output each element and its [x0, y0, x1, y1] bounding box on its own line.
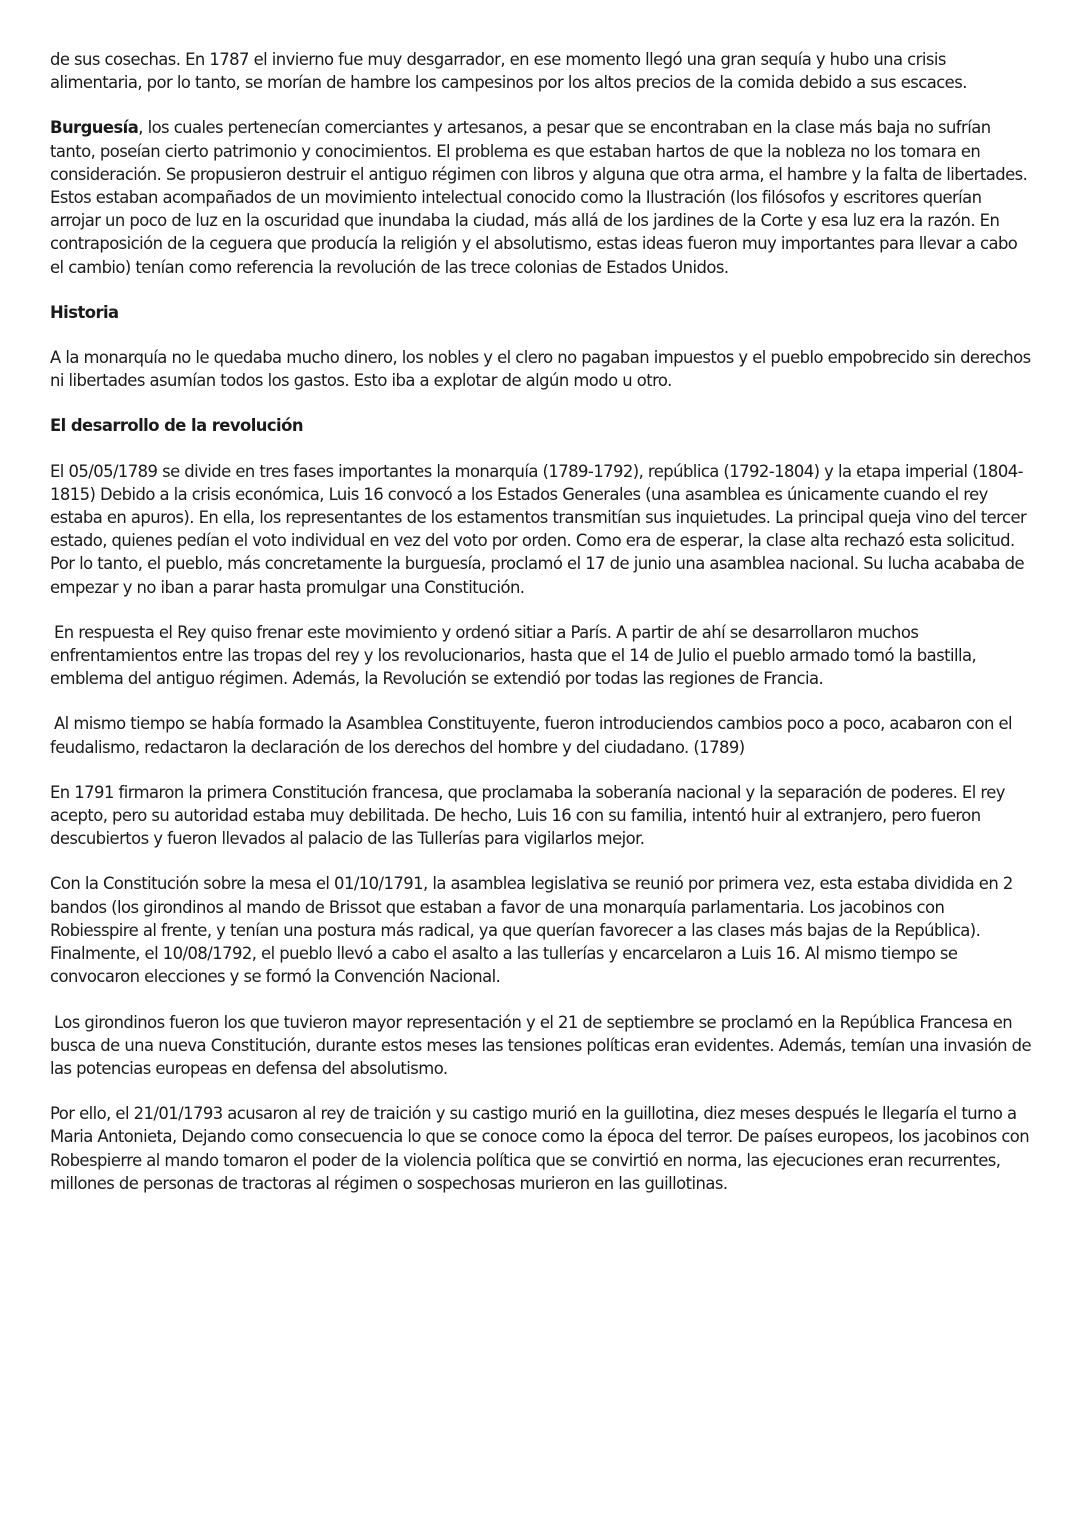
paragraph-fases: El 05/05/1789 se divide en tres fases importantes la monarquía (1789-1792), república (1792-1804) y la etapa imperial (1804-1815) Debido a la crisis económica, Luis 16 convocó a los Estados Generales (una asamblea es únicamente cuando el rey estaba en apuros). En ella, los representantes de los estamentos transmitían sus inquietudes. La principal queja vino del tercer estado, quienes pedían el voto individual en vez del voto por orden. Como era de esperar, la clase alta rechazó esta solicitud. Por lo tanto, el pueblo, más concretamente la burguesía, proclamó el 17 de junio una asamblea nacional. Su lucha acababa de empezar y no iban a parar hasta promulgar una Constitución. [50, 461, 1027, 597]
document-page [50, 48, 1035, 1217]
paragraph-asamblea-legislativa: Con la Constitución sobre la mesa el 01/10/1791, la asamblea legislativa se reunió por primera vez, esta estaba dividida en 2 bandos (los girondinos al mando de Brissot que estaban a favor de una monarquía parlamentaria. Los jacobinos con Robiesspire al frente, y tenían una postura más radical, ya que querían favorecer a las clases más bajas de la República). Finalmente, el 10/08/1792, el pueblo llevó a cabo el asalto a las tullerías y encarcelaron a Luis 16. Al mismo tiempo se convocaron elecciones y se formó la Convención Nacional. [50, 874, 1013, 987]
paragraph-terror: Por ello, el 21/01/1793 acusaron al rey de traición y su castigo murió en la guillotina, diez meses después le llegaría el turno a Maria Antonieta, Dejando como consecuencia lo que se conoce como la época del terror. De países europeos, los jacobinos con Robespierre al mando tomaron el poder de la violencia política que se convirtió en norma, las ejecuciones eran recurrentes, millones de personas de tractoras al régimen o sospechosas murieron en las guillotinas. [50, 1104, 1030, 1193]
paragraph-constitucion-1791: En 1791 firmaron la primera Constitución francesa, que proclamaba la soberanía nacional y la separación de poderes. El rey acepto, pero su autoridad estaba muy debilitada. De hecho, Luis 16 con su familia, intentó huir al extranjero, pero fueron descubiertos y fueron llevados al palacio de las Tullerías para vigilarlos mejor. [50, 782, 1005, 849]
paragraph-monarquia: A la monarquía no le quedaba mucho dinero, los nobles y el clero no pagaban impuestos y el pueblo empobrecido sin derechos ni libertades asumían todos los gastos. Esto iba a explotar de algún modo u otro. [50, 348, 1031, 391]
paragraph-asamblea-constituyente: Al mismo tiempo se había formado la Asamblea Constituyente, fueron introduciendos cambios poco a poco, acabaron con el feudalismo, redactaron la declaración de los derechos del hombre y del ciudadano. (1789) [50, 714, 1013, 757]
paragraph-lead-burguesia: Burguesía [50, 118, 139, 138]
heading-desarrollo: El desarrollo de la revolución [50, 416, 303, 436]
paragraph-respuesta-rey: En respuesta el Rey quiso frenar este movimiento y ordenó sitiar a París. A partir de ahí se desarrollaron muchos enfrentamientos entre las tropas del rey y los revolucionarios, hasta que el 14 de Julio el pueblo armado tomó la bastilla, emblema del antiguo régimen. Además, la Revolución se extendió por todas las regiones de Francia. [50, 622, 977, 689]
paragraph-cosechas: de sus cosechas. En 1787 el invierno fue muy desgarrador, en ese momento llegó una gran sequía y hubo una crisis alimentaria, por lo tanto, se morían de hambre los campesinos por los altos precios de la comida debido a sus escaces. [50, 50, 967, 93]
paragraph-burguesia-body: , los cuales pertenecían comerciantes y artesanos, a pesar que se encontraban en la clase más baja no sufrían tanto, poseían cierto patrimonio y conocimientos. El problema es que estaban hartos de que la nobleza no los tomara en consideración. Se propusieron destruir el antiguo régimen con libros y alguna que otra arma, el hambre y la falta de libertades. Estos estaban acompañados de un movimiento intelectual conocido como la Ilustración (los filósofos y escritores querían arrojar un poco de luz en la oscuridad que inundaba la ciudad, más allá de los jardines de la Corte y esa luz era la razón. En contraposición de la ceguera que producía la religión y el absolutismo, estas ideas fueron muy importantes para llevar a cabo el cambio) tenían como referencia la revolución de las trece colonias de Estados Unidos. [50, 118, 1028, 277]
heading-historia: Historia [50, 302, 119, 322]
paragraph-girondinos: Los girondinos fueron los que tuvieron mayor representación y el 21 de septiembre se proclamó en la República Francesa en busca de una nueva Constitución, durante estos meses las tensiones políticas eran evidentes. Además, temían una invasión de las potencias europeas en defensa del absolutismo. [50, 1012, 1032, 1078]
paragraph-burguesia [50, 116, 1035, 278]
